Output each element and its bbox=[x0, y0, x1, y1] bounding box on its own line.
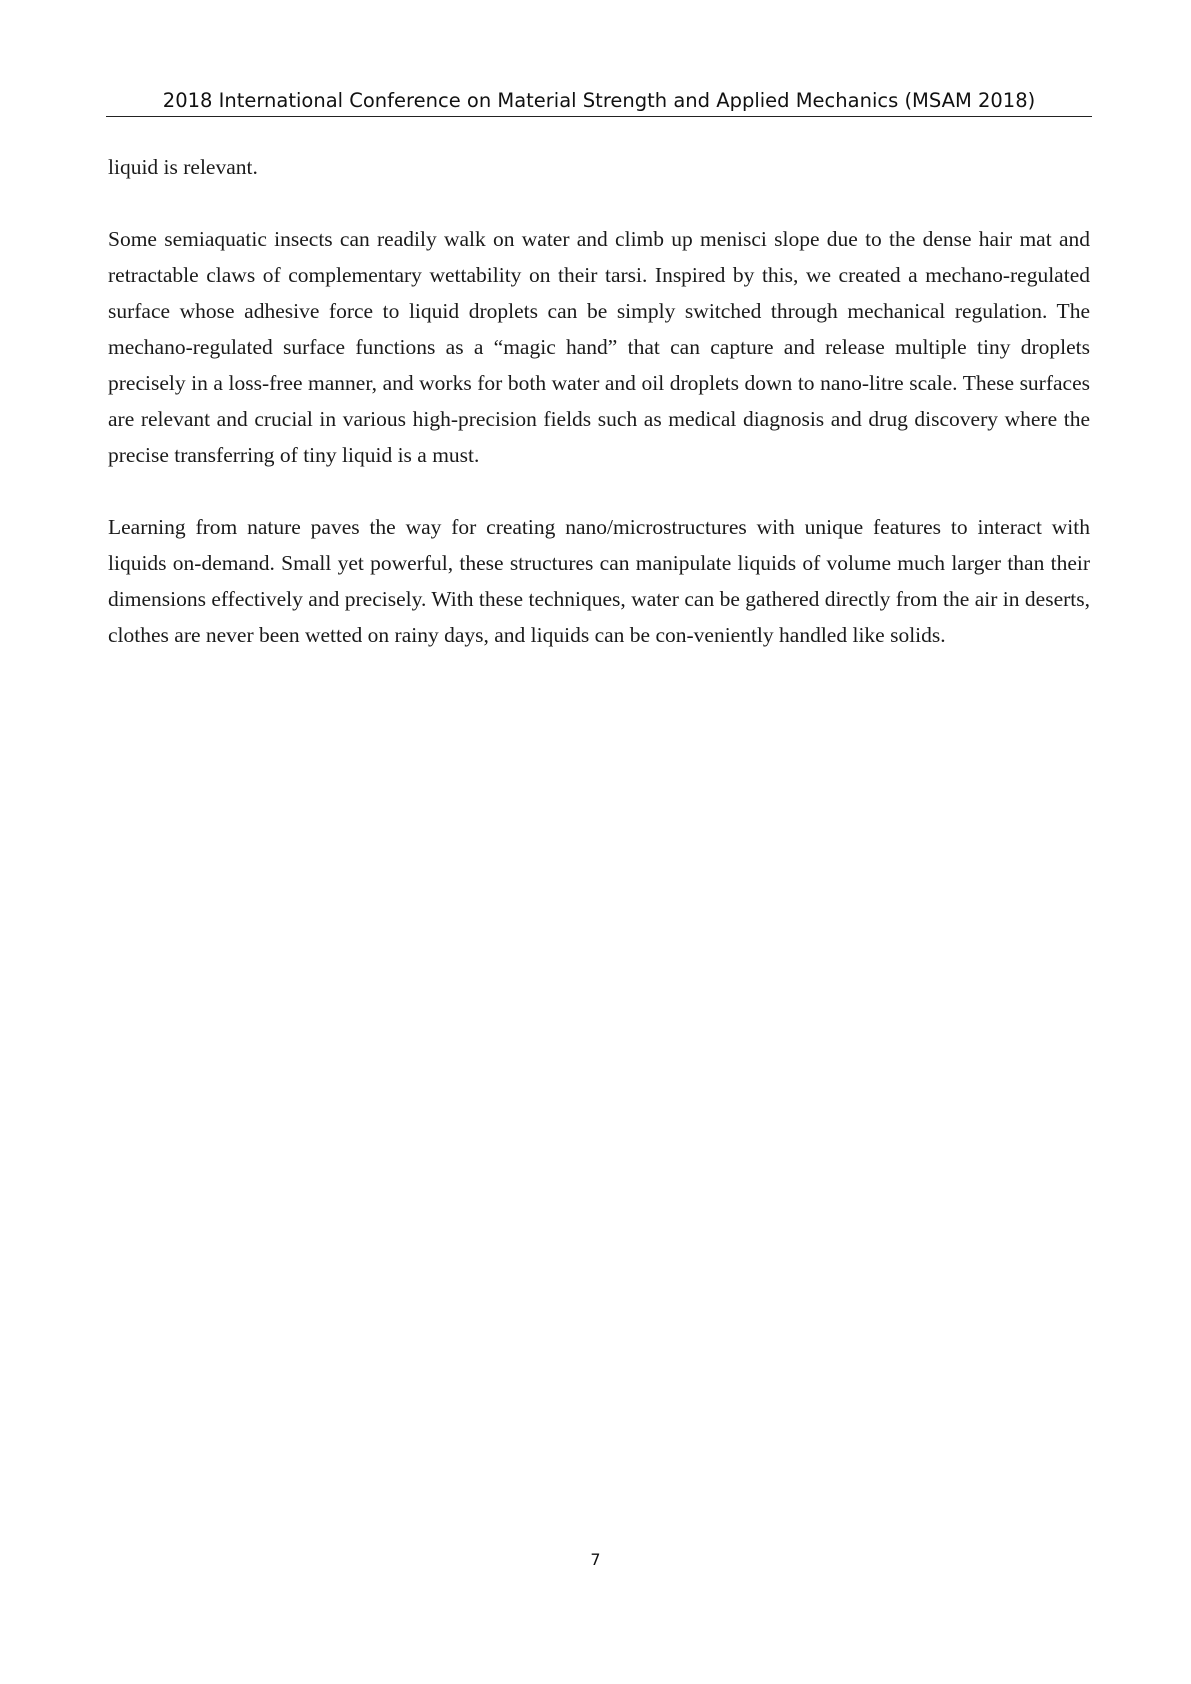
body-text bbox=[108, 149, 1090, 689]
page-number: 7 bbox=[590, 1550, 601, 1569]
paragraph-semiaquatic-insects: Some semiaquatic insects can readily walk on water and climb up menisci slope due to the dense hair mat and retractable claws of complementary wettability on their tarsi. Inspired by this, we created a mechano-regulated surface whose adhesive force to liquid droplets can be simply switched through mechanical regulation. The mechano-regulated surface functions as a “magic hand” that can capture and release multiple tiny droplets precisely in a loss-free manner, and works for both water and oil droplets down to nano-litre scale. These surfaces are relevant and crucial in various high-precision fields such as medical diagnosis and drug discovery where the precise transferring of tiny liquid is a must. bbox=[108, 227, 1090, 467]
paragraph-learning-from-nature: Learning from nature paves the way for creating nano/microstructures with unique features to interact with liquids on-demand. Small yet powerful, these structures can manipulate liquids of volume much larger than their dimensions effectively and precisely. With these techniques, water can be gathered directly from the air in deserts, clothes are never been wetted on rainy days, and liquids can be con-veniently handled like solids. bbox=[108, 515, 1090, 647]
running-header: 2018 International Conference on Material Strength and Applied Mechanics (MSAM 2018) bbox=[106, 86, 1092, 117]
paragraph-continuation: liquid is relevant. bbox=[108, 155, 258, 179]
